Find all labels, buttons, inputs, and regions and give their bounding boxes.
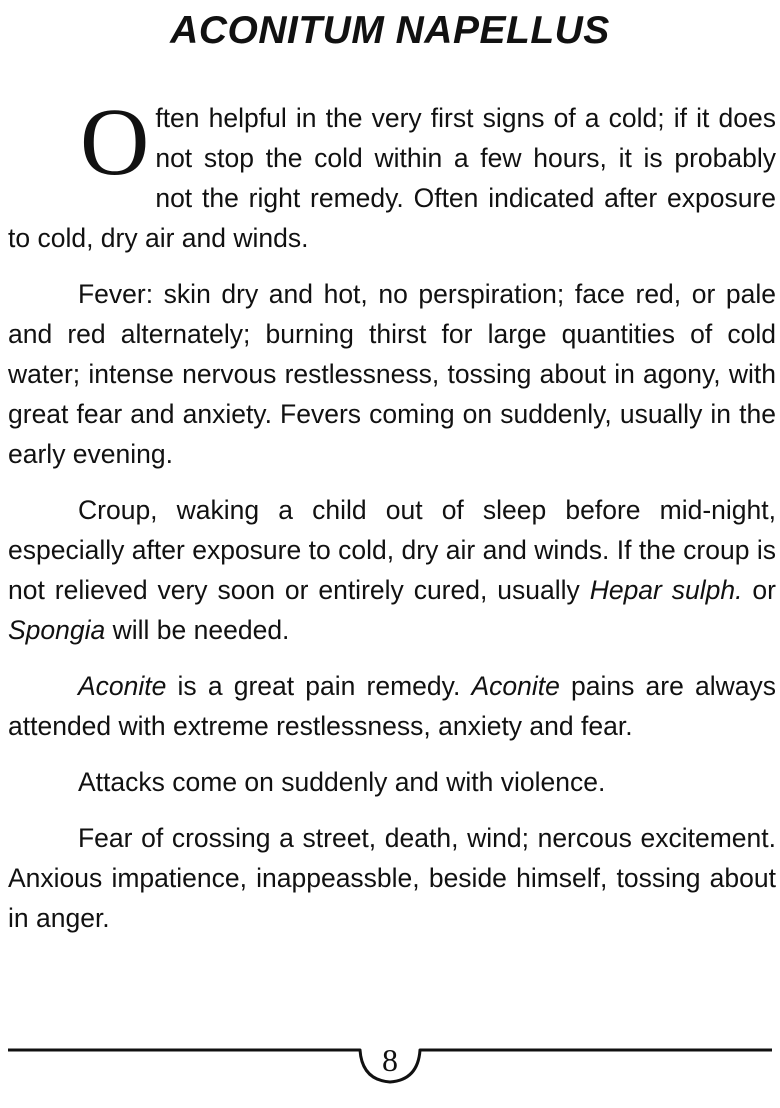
paragraph-fever: Fever: skin dry and hot, no perspiration; face red, or pale and red alternately; burning thirst for large quantities of cold water; intense nervous restlessness, tossing about in agony, with great fear and anxiety. Fevers coming on suddenly, usually in the early evening. [8,279,776,469]
pain-text-2: pains are always attended with extreme restlessness, anxiety and fear. [8,671,776,741]
paragraph-fear: Fear of crossing a street, death, wind; nercous excitement. Anxious impatience, inappeassble, beside himself, tossing about in anger. [8,823,776,933]
page-footer [0,1030,780,1100]
croup-text-1: Croup, waking a child out of sleep before mid-night, especially after exposure to cold, dry air and winds. If the croup is not relieved very soon or entirely cured, usually [8,495,776,605]
drop-cap: O [80,88,150,195]
remedy-spongia: Spongia [8,615,106,645]
paragraph-pain [8,666,776,746]
remedy-aconite-1: Aconite [78,671,167,701]
pain-text-1: is a great pain remedy. [166,671,472,701]
remedy-aconite-2: Aconite [471,671,560,701]
paragraph-croup [8,490,776,650]
remedy-hepar-sulph: Hepar sulph. [589,575,743,605]
paragraph-attacks: Attacks come on suddenly and with violence. [78,767,606,797]
page-title: ACONITUM NAPELLUS [170,9,610,52]
page-number: 8 [382,1042,398,1078]
body-text [8,88,776,954]
croup-text-2: or [742,575,776,605]
paragraph-intro-text: ften helpful in the very first signs of a cold; if it does not stop the cold within a few hours, it is probably not the right remedy. Often indicated after exposure to cold, dry air and winds. [8,103,776,253]
croup-text-3: will be needed. [105,615,290,645]
paragraph-intro [8,88,776,258]
